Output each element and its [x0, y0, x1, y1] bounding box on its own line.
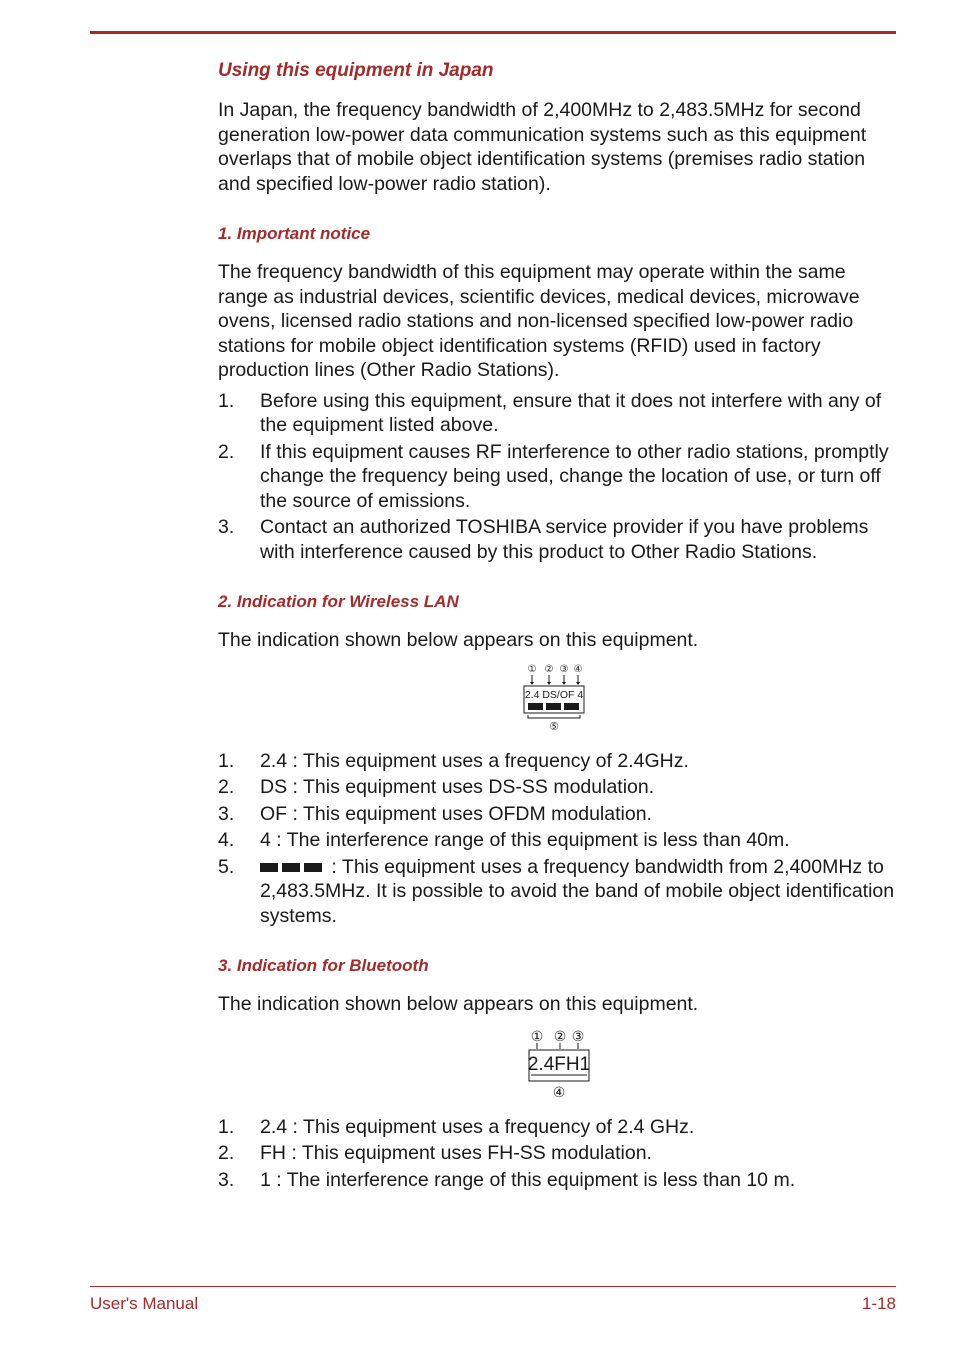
list-item-text: If this equipment causes RF interference to other radio stations, promptly change the frequency being used, change the location of use, or turn off the source of emissions. [260, 440, 889, 512]
list-item [218, 828, 898, 853]
list-item-text: 2.4 : This equipment uses a frequency of 2.4GHz. [260, 749, 689, 772]
bluetooth-heading: 3. Indication for Bluetooth [218, 956, 429, 975]
wlan-indication-figure [218, 663, 898, 735]
bt-marker-2: ② [553, 1027, 567, 1044]
list-item-body [260, 855, 898, 929]
wlan-heading: 2. Indication for Wireless LAN [218, 592, 459, 611]
list-item-number: 3. [218, 1168, 235, 1191]
band-bars-icon [260, 856, 326, 878]
list-item-number: 4. [218, 829, 235, 851]
bt-label-text: 2.4FH1 [527, 1053, 591, 1075]
wlan-band-bars [528, 703, 579, 710]
list-item [218, 775, 898, 800]
list-item-text: Contact an authorized TOSHIBA service provider if you have problems with interference caused by this product to Other Radio Stations. [260, 516, 869, 563]
bt-marker-1: ① [530, 1027, 544, 1044]
important-notice-heading: 1. Important notice [218, 224, 371, 243]
intro-paragraph: In Japan, the frequency bandwidth of 2,400MHz to 2,483.5MHz for second generation low-power data communication systems such as this equipment overlaps that of mobile object identification systems (premises radio station and specified low-power radio station). [218, 99, 867, 195]
wlan-band-bracket [528, 715, 580, 718]
wlan-paragraph: The indication shown below appears on this equipment. [218, 629, 699, 651]
list-item-number: 3. [218, 516, 235, 538]
wlan-pointer-arrows [532, 675, 578, 684]
wlan-label-text: 2.4 DS/OF 4 [524, 688, 584, 701]
list-item-text: Before using this equipment, ensure that it does not interfere with any of the equipment listed above. [260, 389, 882, 436]
header-rule [90, 31, 896, 34]
bluetooth-indication-diagram [522, 1027, 594, 1101]
section-title: Using this equipment in Japan [218, 60, 494, 81]
list-item [218, 802, 898, 827]
wlan-list [218, 749, 898, 929]
list-item-number: 2. [218, 1142, 235, 1164]
list-item-text: 1 : The interference range of this equipment is less than 10 m. [260, 1168, 796, 1191]
footer-manual-title: User's Manual [90, 1294, 199, 1313]
list-item [218, 855, 898, 929]
list-item-number: 1. [218, 749, 235, 772]
page-content [218, 60, 898, 1194]
list-item [218, 1141, 898, 1166]
list-item-text: OF : This equipment uses OFDM modulation. [260, 802, 652, 825]
list-item-text: : This equipment uses a frequency bandwidth from 2,400MHz to 2,483.5MHz. It is possible to avoid the band of mobile object identification systems. [260, 855, 895, 927]
wlan-marker-4: ④ [573, 663, 583, 675]
wlan-marker-2: ② [544, 663, 554, 675]
list-item [218, 749, 898, 774]
list-item-number: 3. [218, 802, 235, 825]
wlan-marker-1: ① [527, 663, 537, 675]
list-item-number: 2. [218, 440, 235, 463]
footer-page-number: 1-18 [861, 1294, 896, 1313]
list-item [218, 515, 898, 564]
list-item-text: FH : This equipment uses FH-SS modulation. [260, 1142, 652, 1164]
list-item [218, 1168, 898, 1193]
list-item-text: 4 : The interference range of this equipment is less than 40m. [260, 829, 790, 851]
list-item [218, 1115, 898, 1140]
bluetooth-list [218, 1115, 898, 1193]
list-item-number: 1. [218, 389, 235, 412]
important-notice-paragraph: The frequency bandwidth of this equipment may operate within the same range as industrial devices, scientific devices, medical devices, microwave ovens, licensed radio stations and non-licensed specified low-power radio stations for mobile object identification systems (RFID) used in factory production lines (Other Radio Stations). [218, 261, 860, 381]
bt-marker-3: ③ [571, 1027, 585, 1044]
list-item-number: 5. [218, 855, 235, 878]
list-item-text: DS : This equipment uses DS-SS modulation. [260, 776, 655, 798]
wlan-marker-5: ⑤ [549, 720, 559, 733]
footer-rule [90, 1286, 896, 1287]
list-item-number: 1. [218, 1115, 235, 1138]
list-item [218, 440, 898, 514]
wlan-arrow-heads [530, 682, 580, 685]
wlan-marker-3: ③ [559, 663, 569, 675]
bt-marker-4: ④ [552, 1083, 566, 1100]
wlan-indication-diagram [522, 663, 594, 735]
list-item [218, 389, 898, 438]
bluetooth-indication-figure [218, 1027, 898, 1101]
bluetooth-paragraph: The indication shown below appears on this equipment. [218, 993, 699, 1015]
list-item-text: 2.4 : This equipment uses a frequency of 2.4 GHz. [260, 1115, 695, 1138]
list-item-number: 2. [218, 776, 235, 798]
important-notice-list [218, 389, 898, 565]
